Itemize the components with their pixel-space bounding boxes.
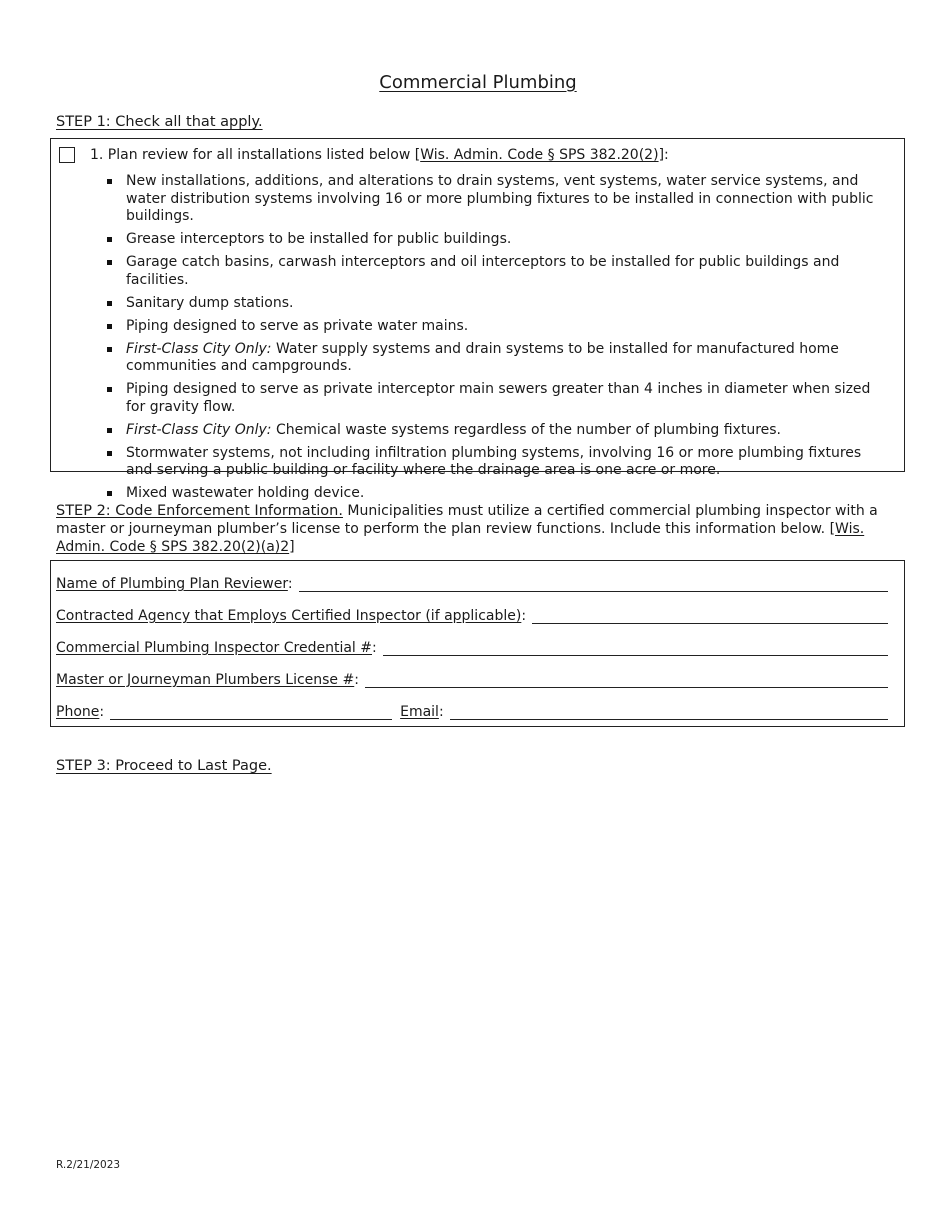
agency-label: Contracted Agency that Employs Certified Inspector (if applicable): [56, 608, 527, 624]
list-item: Garage catch basins, carwash interceptors and oil interceptors to be installed for public buildings and facilities. [107, 254, 887, 289]
bullet-square-icon [107, 387, 112, 392]
agency-field[interactable] [532, 607, 888, 624]
license-label: Master or Journeyman Plumbers License #: [56, 672, 359, 688]
code-link-step1[interactable]: Wis. Admin. Code § SPS 382.20(2) [420, 147, 659, 163]
contact-row [56, 700, 888, 720]
list-item: Mixed wastewater holding device. [107, 485, 887, 503]
email-label: Email: [400, 704, 444, 720]
plan-review-checkbox[interactable] [59, 147, 75, 163]
credential-field[interactable] [383, 639, 888, 656]
list-item: New installations, additions, and alterations to drain systems, vent systems, water service systems, and water distribution systems involving 16 or more plumbing fixtures to be installed in connection with public buildings. [107, 173, 887, 226]
list-item: Piping designed to serve as private water mains. [107, 318, 887, 336]
bullet-square-icon [107, 451, 112, 456]
plan-review-text: 1. Plan review for all installations listed below [ [90, 147, 421, 163]
list-item: Sanitary dump stations. [107, 295, 887, 313]
bullet-square-icon [107, 428, 112, 433]
list-item: First-Class City Only: Chemical waste systems regardless of the number of plumbing fixtures. [107, 422, 887, 440]
page-title: Commercial Plumbing [379, 72, 577, 93]
code-link-step2[interactable]: Wis. Admin. Code § SPS 382.20(2)(a)2 [56, 521, 865, 555]
list-item: Grease interceptors to be installed for public buildings. [107, 231, 887, 249]
plan-review-item [90, 147, 669, 163]
bullet-square-icon [107, 260, 112, 265]
email-field[interactable] [450, 703, 888, 720]
bullet-square-icon [107, 347, 112, 352]
step2-paragraph [56, 502, 896, 556]
credential-row [56, 636, 888, 656]
step3-heading: STEP 3: Proceed to Last Page. [56, 758, 272, 774]
agency-row [56, 604, 888, 624]
step2-heading: STEP 2: Code Enforcement Information. [56, 503, 343, 519]
revision-date: R.2/21/2023 [56, 1159, 121, 1171]
bullet-square-icon [107, 301, 112, 306]
step2-body: Municipalities must utilize a certified commercial plumbing inspector with a master or journeyman plumber’s license to perform the plan review functions. Include this information below. [ [56, 503, 878, 537]
installation-list [107, 173, 887, 508]
list-item: Stormwater systems, not including infiltration plumbing systems, involving 16 or more plumbing fixtures and serving a public building or facility where the drainage area is one acre or more. [107, 445, 887, 480]
license-row [56, 668, 888, 688]
phone-label: Phone: [56, 704, 105, 720]
phone-field[interactable] [110, 703, 392, 720]
license-field[interactable] [365, 671, 888, 688]
plan-review-close: ]: [658, 147, 669, 163]
bullet-square-icon [107, 237, 112, 242]
reviewer-label: Name of Plumbing Plan Reviewer: [56, 576, 293, 592]
step1-box [50, 138, 905, 501]
list-item: Piping designed to serve as private interceptor main sewers greater than 4 inches in diameter when sized for gravity flow. [107, 381, 887, 416]
step2-close: ] [289, 539, 295, 555]
bullet-square-icon [107, 179, 112, 184]
list-item: First-Class City Only: Water supply systems and drain systems to be installed for manufactured home communities and campgrounds. [107, 341, 887, 376]
code-enforcement-form [50, 560, 905, 727]
credential-label: Commercial Plumbing Inspector Credential #: [56, 640, 377, 656]
reviewer-row [56, 572, 888, 592]
step1-heading: STEP 1: Check all that apply. [56, 114, 263, 130]
reviewer-field[interactable] [299, 575, 888, 592]
bullet-square-icon [107, 491, 112, 496]
bullet-square-icon [107, 324, 112, 329]
